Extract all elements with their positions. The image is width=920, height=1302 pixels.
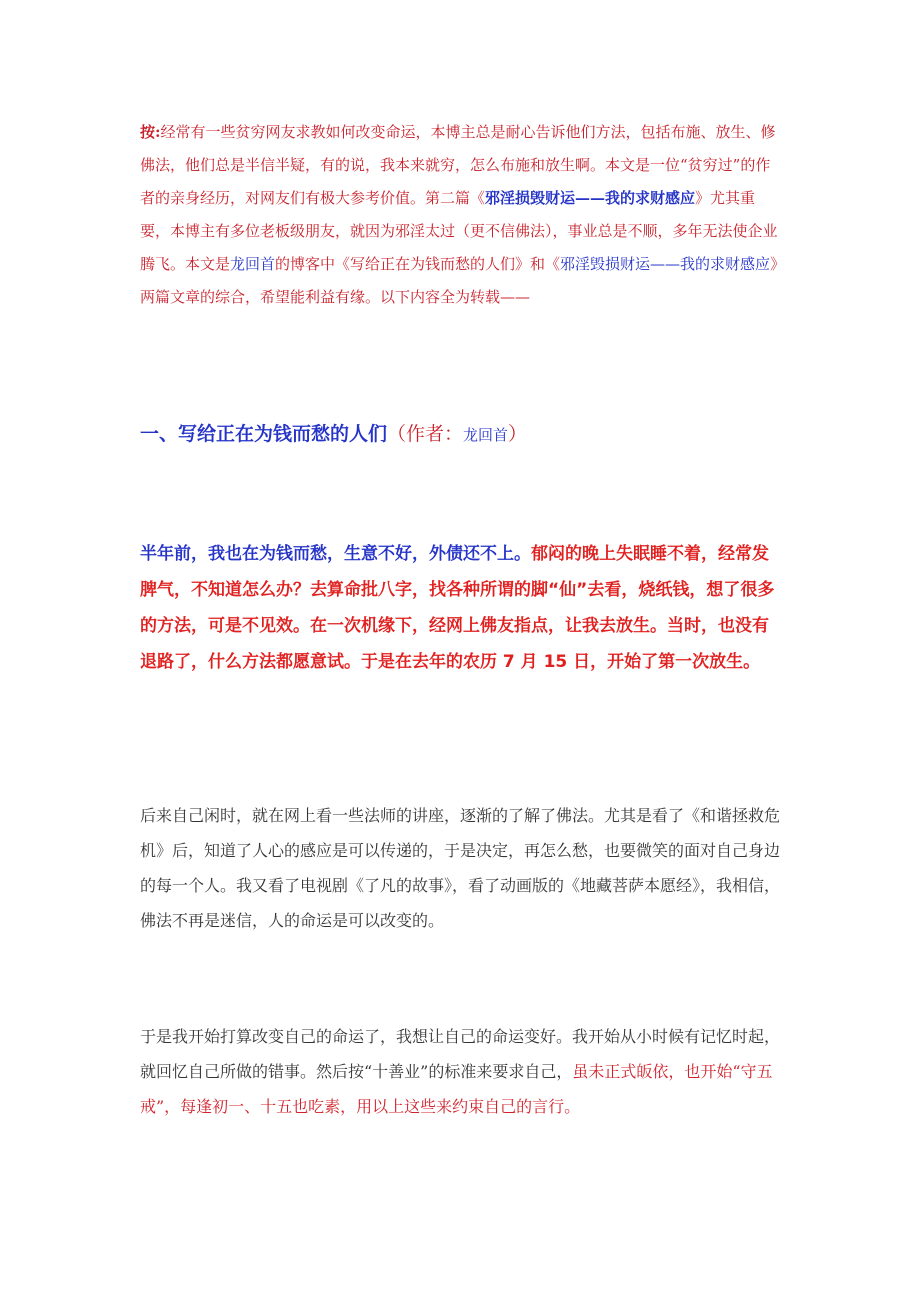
heading-author: 龙回首 xyxy=(463,426,509,444)
paragraph-1 xyxy=(140,536,785,680)
paragraph-3-text: 于是我开始打算改变自己的命运了，我想让自己的命运变好。我开始从小时候有记忆时起，就回忆自己所做的错事。然后按“十善业”的标准来要求自己， xyxy=(140,1027,781,1081)
intro-author: 龙回首 xyxy=(230,255,276,273)
intro-text-4: 》两篇文章的综合，希望能利益有缘。以下内容全为转载—— xyxy=(140,255,778,306)
heading-paren-open: （作者： xyxy=(387,423,464,445)
paragraph-3-red: 虽未正式皈依，也开始“守五戒”，每逢初一、十五也吃素，用以上这些来约束自己的言行。 xyxy=(140,1062,773,1116)
heading-paren-close: ） xyxy=(508,423,528,445)
intro-paragraph xyxy=(140,116,785,314)
paragraph-2: 后来自己闲时，就在网上看一些法师的讲座，逐渐的了解了佛法。尤其是看了《和谐拯救危机》后，知道了人心的感应是可以传递的，于是决定，再怎么愁，也要微笑的面对自己身边的每一个人。我又看了电视剧《了凡的故事》，看了动画版的《地藏菩萨本愿经》，我相信，佛法不再是迷信，人的命运是可以改变的。 xyxy=(140,806,781,930)
intro-bold-title: 邪淫损毁财运——我的求财感应 xyxy=(485,189,696,207)
paragraph-3 xyxy=(140,1019,785,1124)
intro-lead: 按: xyxy=(140,123,161,141)
paragraph-1-red: 郁闷的晚上失眠睡不着，经常发脾气，不知道怎么办？去算命批八字，找各种所谓的脚“仙”去看，烧纸钱，想了很多的方法，可是不见效。在一次机缘下，经网上佛友指点，让我去放生。当时，也没有退路了，什么方法都愿意试。于是在去年的农历 7 月 15 日，开始了第一次放生。 xyxy=(140,544,775,672)
intro-text-2: 》尤其重要，本博主有多位老板级朋友，就因为邪淫太过（更不信佛法），事业总是不顺，多年无法使企业腾飞。本文是 xyxy=(140,189,778,273)
intro-title-2: 邪淫毁损财运——我的求财感应 xyxy=(560,255,771,273)
paragraph-1-blue: 半年前，我也在为钱而愁，生意不好，外债还不上。 xyxy=(140,544,531,564)
section-title: 一、写给正在为钱而愁的人们 xyxy=(140,423,388,445)
intro-text-1: 经常有一些贫穷网友求教如何改变命运，本博主总是耐心告诉他们方法，包括布施、放生、修佛法，他们总是半信半疑，有的说，我本来就穷，怎么布施和放生啊。本文是一位“贫穷过”的作者的亲身经历，对网友们有极大参考价值。第二篇《 xyxy=(140,123,776,207)
intro-text-3: 的博客中《写给正在为钱而愁的人们》和《 xyxy=(275,255,561,273)
section-heading xyxy=(140,418,785,451)
